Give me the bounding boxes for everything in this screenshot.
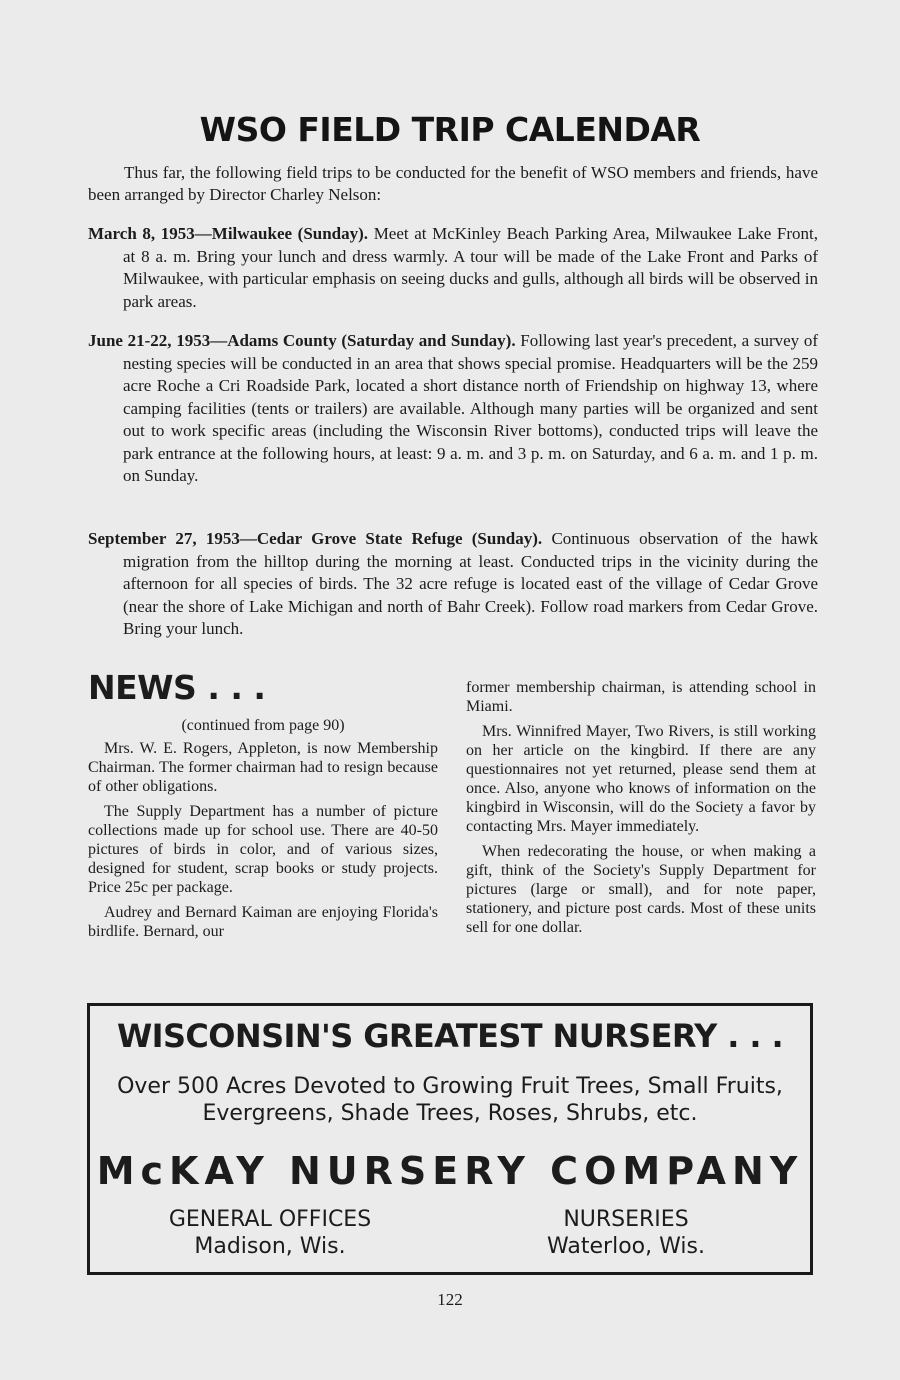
ad-offices-label: GENERAL OFFICES (168, 1207, 372, 1232)
page-number: 122 (437, 1290, 463, 1309)
ad-headline: WISCONSIN'S GREATEST NURSERY . . . (116, 1017, 784, 1055)
news-column-left (88, 716, 438, 947)
field-trip-body: Following last year's precedent, a survey of nesting species will be conducted in an area that shows special promise. Headquarters will be the 259 acre Roche a Cri Roadside Park, located a short distance north of Friendship on highway 13, where camping facilities (tents or trailers) are available. Although many parties will be organized and sent out to work specific areas (including the Wisconsin River bottoms), conducted trips will leave the park entrance at the following hours, at least: 9 a. m. and 3 p. m. on Saturday, and 6 a. m. and 1 p. m. on Sunday. (123, 331, 819, 485)
field-trip-entry (88, 330, 818, 488)
page-title: WSO FIELD TRIP CALENDAR (199, 110, 701, 149)
news-paragraph: The Supply Department has a number of picture collections made up for school use. There are 40-50 pictures of birds in color, and of various sizes, designed for student, scrap books or study projects. Price 25c per package. (88, 803, 438, 896)
news-column-right (466, 678, 816, 943)
field-trip-heading: June 21-22, 1953—Adams County (Saturday and Sunday). (88, 331, 516, 350)
field-trip-heading: March 8, 1953—Milwaukee (Sunday). (88, 224, 369, 243)
news-heading: NEWS . . . (88, 668, 266, 707)
news-paragraph: former membership chairman, is attending school in Miami. (466, 679, 816, 715)
ad-tagline: Evergreens, Shade Trees, Roses, Shrubs, etc. (202, 1101, 698, 1126)
field-trip-entry (88, 528, 818, 641)
ad-nurseries-city: Waterloo, Wis. (547, 1234, 705, 1259)
field-trip-body: Continuous observation of the hawk migration from the hilltop during the morning at least. Conducted trips in the vicinity during the afternoon for all species of birds. The 32 acre refuge is located east of the village of Cedar Grove (near the shore of Lake Michigan and north of Bahr Creek). Follow road markers from Cedar Grove. Bring your lunch. (123, 529, 819, 638)
nursery-advertisement (87, 1003, 813, 1275)
ad-company-name: McKAY NURSERY COMPANY (96, 1149, 804, 1193)
field-trip-entry (88, 223, 818, 313)
ad-nurseries (496, 1206, 756, 1260)
field-trip-body: Meet at McKinley Beach Parking Area, Milwaukee Lake Front, at 8 a. m. Bring your lunch and dress warmly. A tour will be made of the Lake Front and Parks of Milwaukee, with particular emphasis on seeing ducks and gulls, although all birds will be observed in park areas. (123, 224, 819, 311)
ad-offices-city: Madison, Wis. (194, 1234, 346, 1259)
field-trip-heading: September 27, 1953—Cedar Grove State Refuge (Sunday). (88, 529, 543, 548)
ad-nurseries-label: NURSERIES (563, 1207, 689, 1232)
news-paragraph: Audrey and Bernard Kaiman are enjoying Florida's birdlife. Bernard, our (88, 904, 438, 940)
ad-tagline: Over 500 Acres Devoted to Growing Fruit Trees, Small Fruits, (117, 1074, 783, 1099)
intro-paragraph: Thus far, the following field trips to be conducted for the benefit of WSO members and friends, have been arranged by Director Charley Nelson: (88, 163, 818, 204)
news-paragraph: Mrs. Winnifred Mayer, Two Rivers, is still working on her article on the kingbird. If there are any questionnaires not yet returned, please send them at once. Also, anyone who knows of information on the kingbird in Wisconsin, will do the Society a favor by contacting Mrs. Mayer immediately. (466, 723, 816, 835)
ad-offices (140, 1206, 400, 1260)
continued-note: (continued from page 90) (181, 717, 345, 734)
news-paragraph: When redecorating the house, or when making a gift, think of the Society's Supply Department for pictures (large or small), and for note paper, stationery, and picture post cards. Most of these units sell for one dollar. (466, 843, 816, 936)
news-paragraph: Mrs. W. E. Rogers, Appleton, is now Membership Chairman. The former chairman had to resign because of other obligations. (88, 740, 438, 795)
